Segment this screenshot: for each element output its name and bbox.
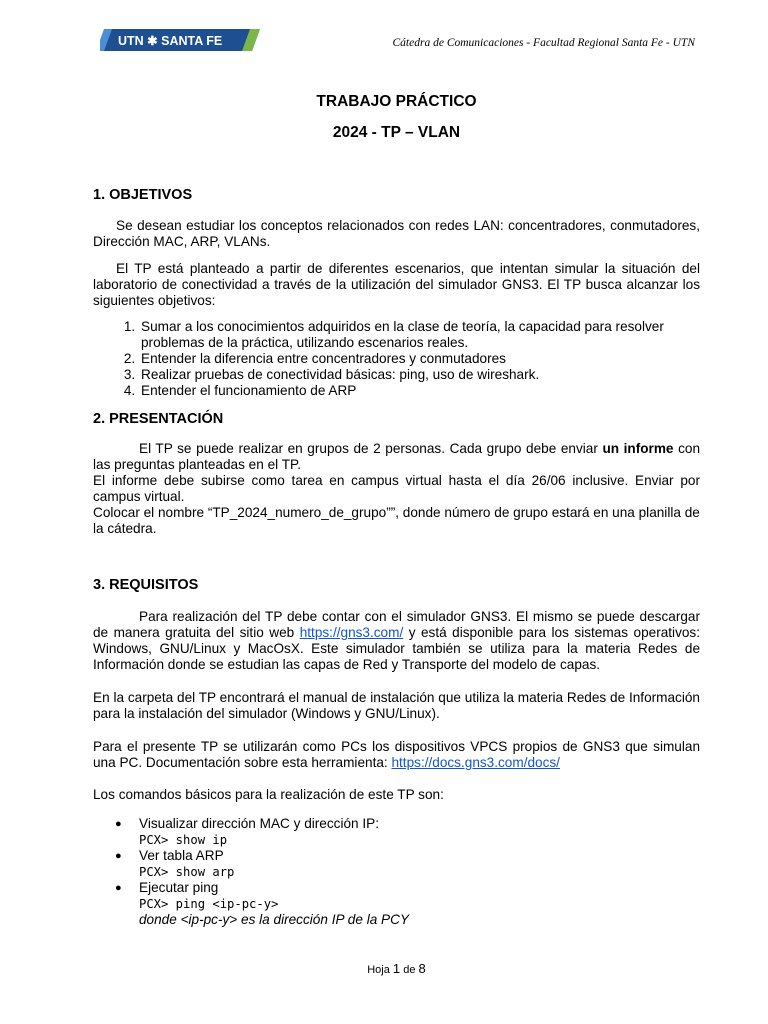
gns3-link[interactable]: https://gns3.com/ xyxy=(299,625,404,640)
bullet-icon: ● xyxy=(115,850,122,862)
paragraph xyxy=(93,787,700,803)
list-item: 3. Realizar pruebas de conectividad básicas: ping, uso de wireshark. xyxy=(139,367,700,383)
footer-page-number: 1 xyxy=(392,961,401,976)
paragraph xyxy=(93,690,700,722)
list-item xyxy=(115,848,700,880)
bullet-icon: ● xyxy=(115,818,122,830)
objectives-list xyxy=(93,319,700,399)
doc-subtitle: 2024 - TP – VLAN xyxy=(332,124,461,141)
text-span: y está disponible para los sistemas operativos: Windows, GNU/Linux y MacOsX. Este simulador también se utiliza para la materia Redes de Información donde se estudian las capas de Red y Transporte del modelo de capas. xyxy=(93,625,701,672)
doc-title: TRABAJO PRÁCTICO xyxy=(316,93,477,110)
paragraph-text: En la carpeta del TP encontrará el manual de instalación que utiliza la materia Redes de Información para la instalación del simulador (Windows y GNU/Linux). xyxy=(93,690,700,721)
docs-link[interactable]: https://docs.gns3.com/docs/ xyxy=(391,755,560,770)
bold-text: un informe xyxy=(602,441,674,456)
text-span: Para el presente TP se utilizarán como PCs los dispositivos VPCS propios de GNS3 que simulan una PC. Documentación sobre esta herramienta: xyxy=(93,739,700,770)
command-label: Ejecutar ping xyxy=(139,880,219,895)
command-label: Visualizar dirección MAC y dirección IP: xyxy=(139,816,379,831)
command-code: PCX> show arp xyxy=(139,865,235,879)
section-presentacion xyxy=(93,411,700,427)
list-item: 4. Entender el funcionamiento de ARP xyxy=(139,383,700,399)
footer-de: de xyxy=(403,964,416,976)
text-span: El TP se puede realizar en grupos de 2 personas. Cada grupo debe enviar xyxy=(139,441,603,456)
section-heading: 1. OBJETIVOS xyxy=(93,187,193,203)
paragraph-text: Se desean estudiar los conceptos relacionados con redes LAN: concentradores, conmutadores, Dirección MAC, ARP, VLANs. xyxy=(93,218,700,249)
text-span: con las preguntas planteadas en el TP. xyxy=(93,441,700,472)
list-item xyxy=(115,816,700,848)
utn-logo xyxy=(100,27,260,53)
paragraph xyxy=(93,441,700,537)
paragraph-text: El informe debe subirse como tarea en campus virtual hasta el día 26/06 inclusive. Enviar por campus virtual. xyxy=(93,473,700,504)
section-heading: 3. REQUISITOS xyxy=(93,577,199,593)
footer-total-pages: 8 xyxy=(418,961,426,976)
section-requisitos xyxy=(93,577,700,593)
paragraph-text: Colocar el nombre “TP_2024_numero_de_grupo””, donde número de grupo estará en una planilla de la cátedra. xyxy=(93,505,700,536)
section-heading: 2. PRESENTACIÓN xyxy=(93,411,224,427)
list-item: 2. Entender la diferencia entre concentradores y conmutadores xyxy=(139,351,700,367)
page-footer xyxy=(0,961,768,976)
list-item xyxy=(115,880,700,928)
command-note: donde <ip-pc-y> es la dirección IP de la PCY xyxy=(139,912,410,927)
command-label: Ver tabla ARP xyxy=(139,848,224,863)
command-code: PCX> ping <ip-pc-y> xyxy=(139,897,279,911)
paragraph xyxy=(93,218,700,250)
section-objetivos xyxy=(93,187,700,203)
paragraph xyxy=(93,739,700,771)
footer-hoja: Hoja xyxy=(367,964,390,976)
paragraph-text: Los comandos básicos para la realización de este TP son: xyxy=(93,787,444,802)
text-span: Para realización del TP debe contar con el simulador GNS3. El mismo se puede descargar de manera gratuita del sitio web xyxy=(93,609,700,640)
command-code: PCX> show ip xyxy=(139,833,228,847)
paragraph xyxy=(93,609,700,673)
paragraph xyxy=(93,261,700,309)
commands-list xyxy=(93,816,700,928)
header-title: Cátedra de Comunicaciones - Facultad Regional Santa Fe - UTN xyxy=(392,37,695,49)
list-item: 1. Sumar a los conocimientos adquiridos en la clase de teoría, la capacidad para resolver problemas de la práctica, utilizando escenarios reales. xyxy=(139,319,700,351)
bullet-icon: ● xyxy=(115,882,122,894)
logo-text: UTN ✱ SANTA FE xyxy=(118,34,223,48)
paragraph-text: El TP está planteado a partir de diferentes escenarios, que intentan simular la situación del laboratorio de conectividad a través de la utilización del simulador GNS3. El TP busca alcanzar los siguientes objetivos: xyxy=(93,261,700,308)
